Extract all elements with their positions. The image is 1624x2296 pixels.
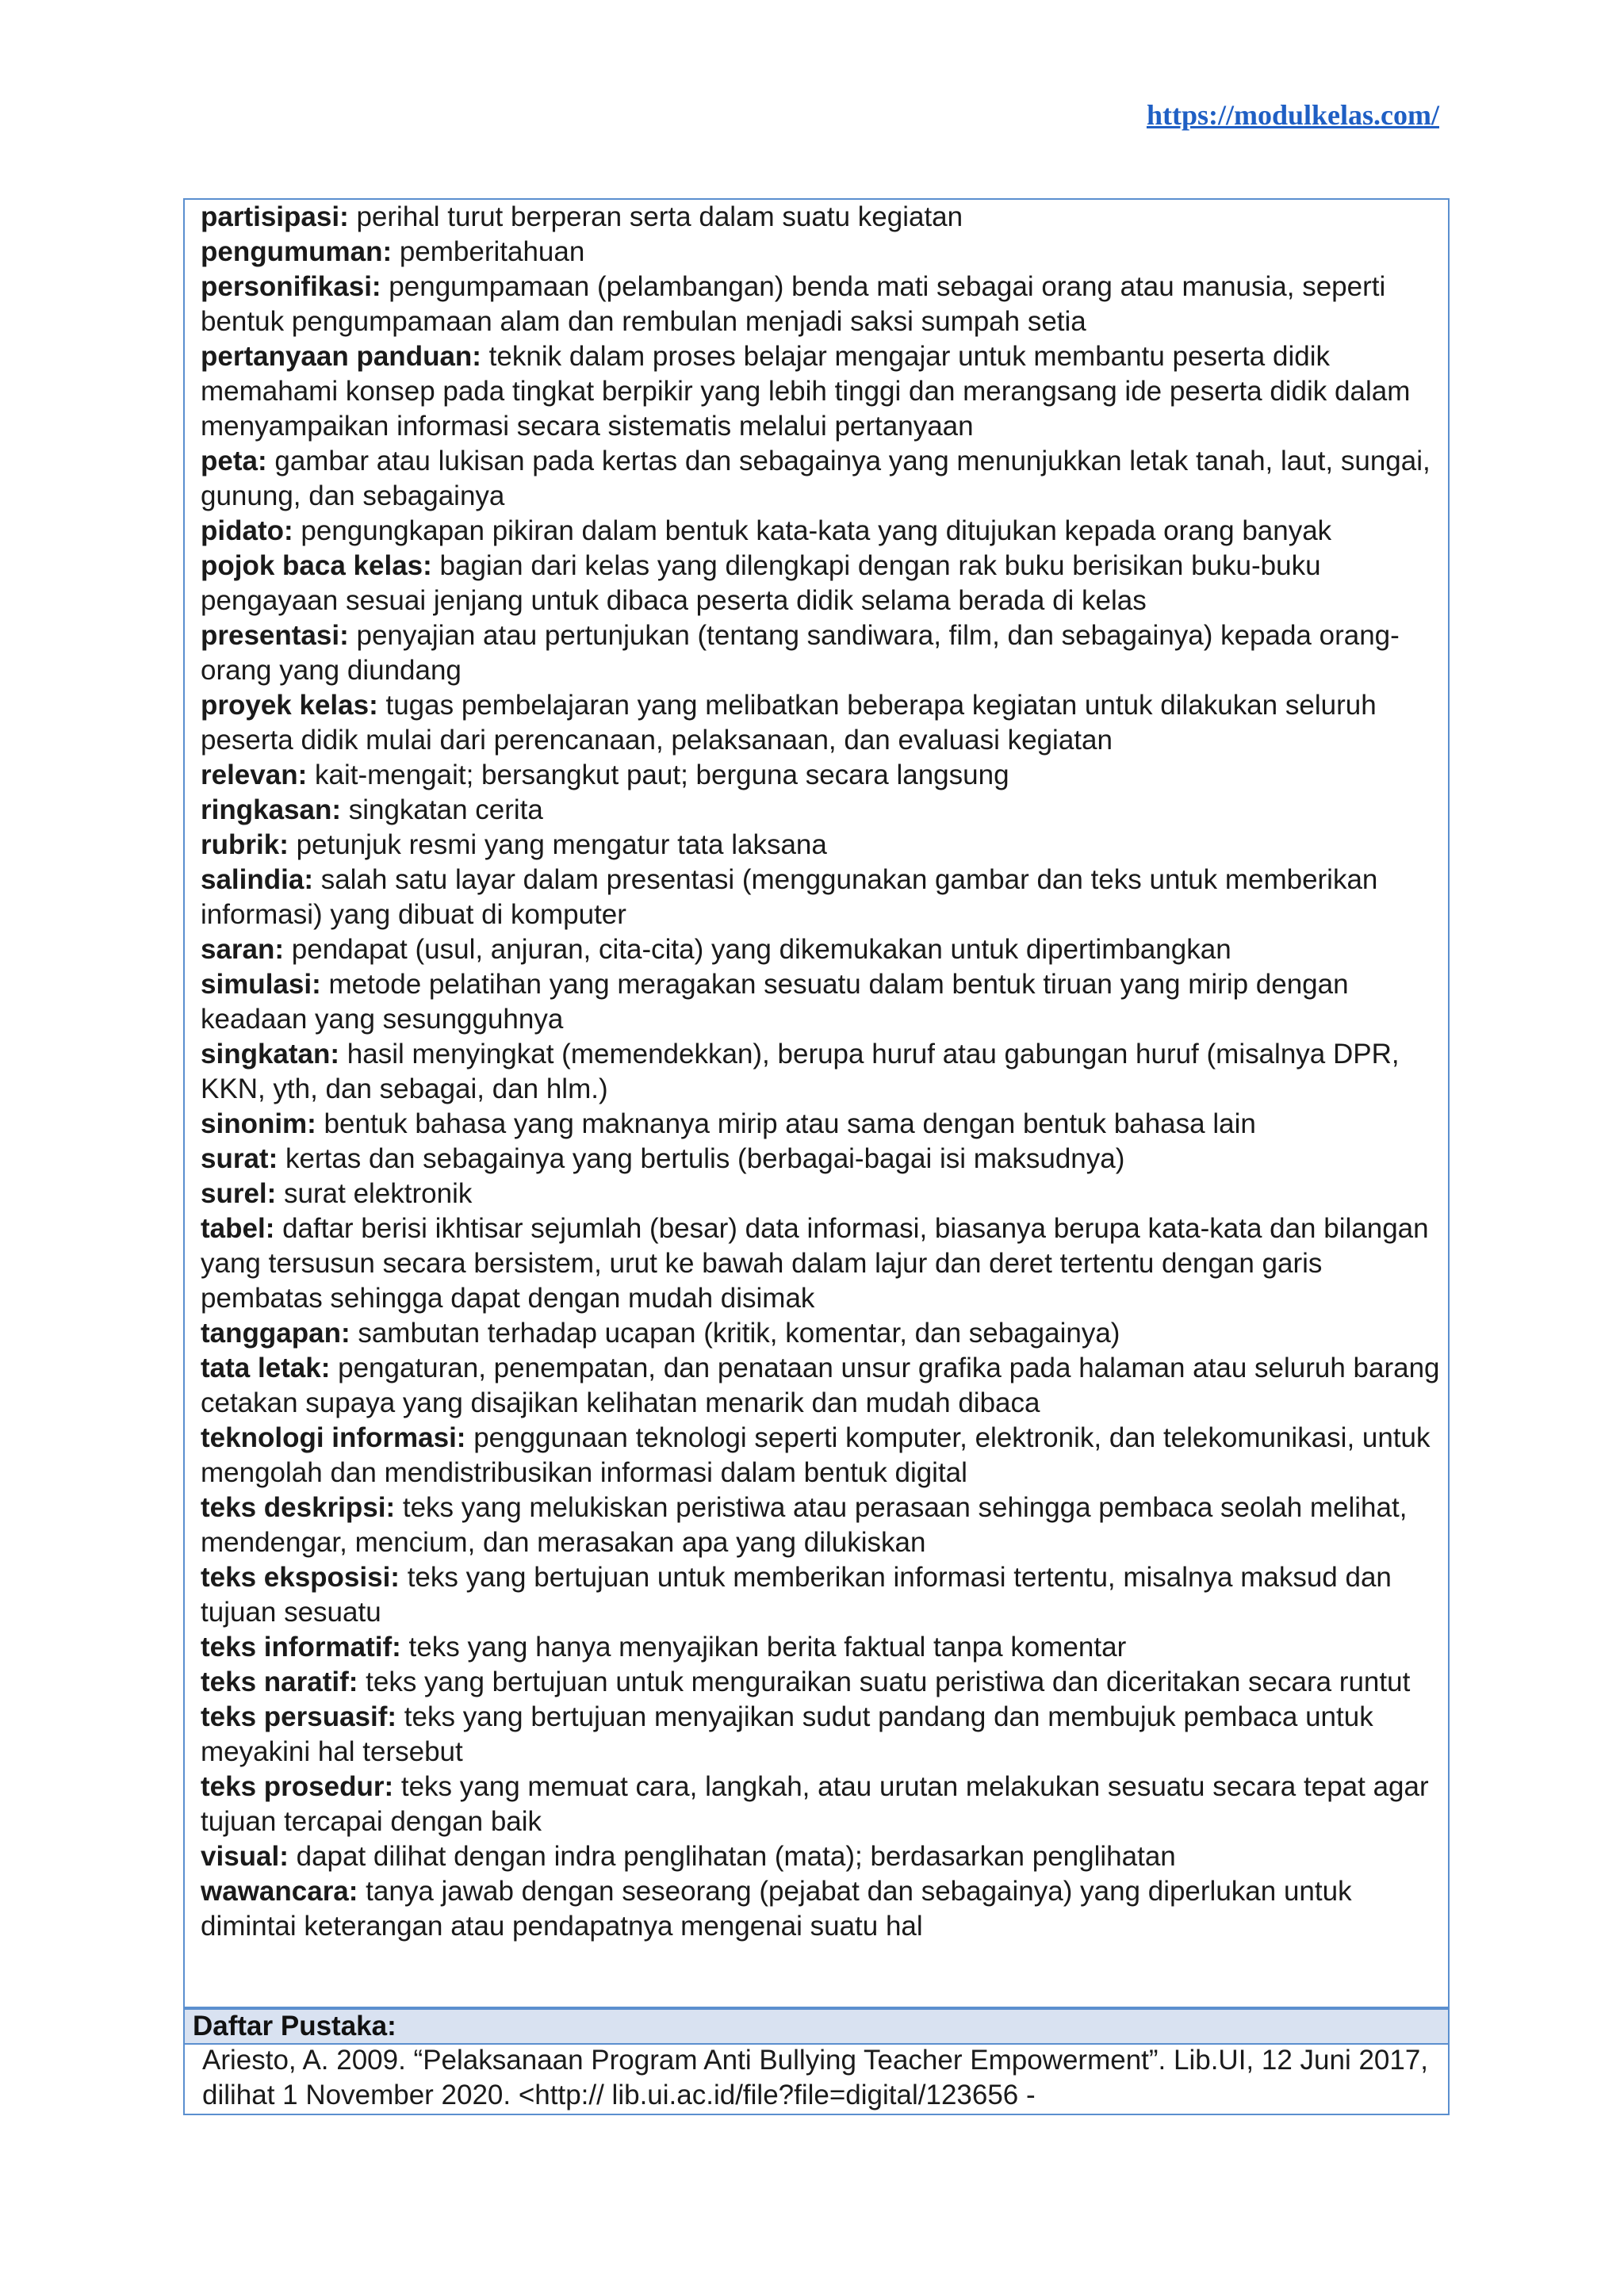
glossary-term: singkatan: — [201, 1039, 340, 1070]
glossary-definition: bentuk bahasa yang maknanya mirip atau sama dengan bentuk bahasa lain — [316, 1108, 1256, 1139]
glossary-entry — [201, 1490, 1442, 1560]
glossary-entry — [201, 339, 1442, 444]
glossary-entry — [201, 200, 1442, 235]
glossary-entry — [201, 1839, 1442, 1874]
glossary-list — [201, 200, 1442, 1944]
glossary-definition: gambar atau lukisan pada kertas dan sebagainya yang menunjukkan letak tanah, laut, sungai, gunung, dan sebagainya — [201, 446, 1431, 511]
glossary-definition: daftar berisi ikhtisar sejumlah (besar) data informasi, biasanya berupa kata-kata dan bilangan yang tersusun secara bersistem, urut ke bawah dalam lajur dan deret tertentu dengan garis pembatas sehingga dapat dengan mudah disimak — [201, 1213, 1429, 1314]
references-box — [183, 2043, 1450, 2115]
glossary-term: rubrik: — [201, 829, 289, 860]
glossary-term: teks deskripsi: — [201, 1492, 396, 1523]
glossary-term: relevan: — [201, 760, 308, 790]
glossary-definition: dapat dilihat dengan indra penglihatan (mata); berdasarkan penglihatan — [288, 1841, 1176, 1872]
glossary-entry — [201, 514, 1442, 549]
glossary-entry — [201, 932, 1442, 967]
glossary-term: teks eksposisi: — [201, 1562, 400, 1593]
glossary-term: proyek kelas: — [201, 690, 378, 721]
glossary-definition: teks yang bertujuan untuk menguraikan suatu peristiwa dan diceritakan secara runtut — [358, 1667, 1411, 1697]
glossary-term: visual: — [201, 1841, 289, 1872]
glossary-term: surat: — [201, 1143, 278, 1174]
glossary-entry — [201, 549, 1442, 618]
glossary-definition: penyajian atau pertunjukan (tentang sandiwara, film, dan sebagainya) kepada orang-orang yang diundang — [201, 620, 1400, 686]
glossary-definition: kertas dan sebagainya yang bertulis (berbagai-bagai isi maksudnya) — [278, 1143, 1125, 1174]
glossary-entry — [201, 1211, 1442, 1316]
glossary-definition: teknik dalam proses belajar mengajar untuk membantu peserta didik memahami konsep pada tingkat berpikir yang lebih tinggi dan merangsang ide peserta didik dalam menyampaikan informasi secara sistematis melalui pertanyaan — [201, 341, 1411, 442]
glossary-definition: salah satu layar dalam presentasi (menggunakan gambar dan teks untuk memberikan informasi) yang dibuat di komputer — [201, 864, 1378, 930]
glossary-definition: kait-mengait; bersangkut paut; berguna secara langsung — [307, 760, 1009, 790]
glossary-entry — [201, 758, 1442, 793]
glossary-entry — [201, 688, 1442, 758]
glossary-entry — [201, 1142, 1442, 1177]
glossary-term: personifikasi: — [201, 271, 381, 302]
glossary-definition: surat elektronik — [276, 1178, 473, 1209]
glossary-term: partisipasi: — [201, 201, 349, 232]
references-heading: Daftar Pustaka: — [183, 2008, 1450, 2045]
glossary-term: teks informatif: — [201, 1632, 401, 1663]
glossary-definition: pengungkapan pikiran dalam bentuk kata-kata yang ditujukan kepada orang banyak — [293, 515, 1332, 546]
glossary-box — [183, 198, 1450, 2008]
glossary-definition: teks yang memuat cara, langkah, atau urutan melakukan sesuatu secara tepat agar tujuan tercapai dengan baik — [201, 1771, 1429, 1837]
glossary-entry — [201, 444, 1442, 514]
glossary-entry — [201, 618, 1442, 688]
glossary-definition: pendapat (usul, anjuran, cita-cita) yang dikemukakan untuk dipertimbangkan — [284, 934, 1231, 965]
glossary-term: pojok baca kelas: — [201, 550, 432, 581]
glossary-term: peta: — [201, 446, 267, 476]
glossary-term: pertanyaan panduan: — [201, 341, 481, 372]
glossary-term: teks persuasif: — [201, 1701, 397, 1732]
glossary-entry — [201, 1560, 1442, 1630]
glossary-entry — [201, 828, 1442, 863]
glossary-definition: teks yang hanya menyajikan berita faktual tanpa komentar — [400, 1632, 1127, 1663]
glossary-term: ringkasan: — [201, 794, 341, 825]
glossary-definition: teks yang bertujuan menyajikan sudut pandang dan membujuk pembaca untuk meyakini hal tersebut — [201, 1701, 1373, 1767]
glossary-entry — [201, 1316, 1442, 1351]
source-link[interactable]: https://modulkelas.com/ — [1146, 99, 1439, 131]
glossary-term: salindia: — [201, 864, 313, 895]
reference-entry: Ariesto, A. 2009. “Pelaksanaan Program Anti Bullying Teacher Empowerment”. Lib.UI, 12 Juni 2017, dilihat 1 November 2020. <http:// lib.ui.ac.id/file?file=digital/123656 - — [202, 2045, 1429, 2110]
glossary-definition: tugas pembelajaran yang melibatkan beberapa kegiatan untuk dilakukan seluruh peserta didik mulai dari perencanaan, pelaksanaan, dan evaluasi kegiatan — [201, 690, 1377, 756]
glossary-definition: metode pelatihan yang meragakan sesuatu dalam bentuk tiruan yang mirip dengan keadaan yang sesungguhnya — [201, 969, 1349, 1035]
glossary-entry — [201, 1177, 1442, 1211]
glossary-entry — [201, 1700, 1442, 1770]
glossary-entry — [201, 1630, 1442, 1665]
glossary-definition: pengumpamaan (pelambangan) benda mati sebagai orang atau manusia, seperti bentuk pengumpamaan alam dan rembulan menjadi saksi sumpah setia — [201, 271, 1386, 337]
glossary-definition: petunjuk resmi yang mengatur tata laksana — [288, 829, 827, 860]
glossary-term: wawancara: — [201, 1876, 358, 1907]
glossary-term: simulasi: — [201, 969, 321, 1000]
glossary-definition: pemberitahuan — [392, 236, 585, 267]
glossary-entry — [201, 863, 1442, 932]
glossary-entry — [201, 1037, 1442, 1107]
glossary-term: teknologi informasi: — [201, 1422, 466, 1453]
glossary-term: saran: — [201, 934, 285, 965]
glossary-entry — [201, 1770, 1442, 1839]
glossary-entry — [201, 235, 1442, 270]
glossary-entry — [201, 1351, 1442, 1421]
glossary-term: teks naratif: — [201, 1667, 358, 1697]
glossary-definition: hasil menyingkat (memendekkan), berupa huruf atau gabungan huruf (misalnya DPR, KKN, yth, dan sebagai, dan hlm.) — [201, 1039, 1400, 1104]
glossary-term: tabel: — [201, 1213, 275, 1244]
glossary-entry — [201, 1874, 1442, 1944]
glossary-definition: tanya jawab dengan seseorang (pejabat dan sebagainya) yang diperlukan untuk dimintai keterangan atau pendapatnya mengenai suatu hal — [201, 1876, 1352, 1942]
glossary-definition: sambutan terhadap ucapan (kritik, komentar, dan sebagainya) — [350, 1318, 1120, 1349]
glossary-term: presentasi: — [201, 620, 349, 651]
glossary-term: teks prosedur: — [201, 1771, 394, 1802]
glossary-term: tanggapan: — [201, 1318, 350, 1349]
glossary-definition: bagian dari kelas yang dilengkapi dengan rak buku berisikan buku-buku pengayaan sesuai jenjang untuk dibaca peserta didik selama berada di kelas — [201, 550, 1321, 616]
glossary-term: pidato: — [201, 515, 293, 546]
glossary-definition: pengaturan, penempatan, dan penataan unsur grafika pada halaman atau seluruh barang cetakan supaya yang disajikan kelihatan menarik dan mudah dibaca — [201, 1353, 1440, 1418]
glossary-entry — [201, 793, 1442, 828]
glossary-term: tata letak: — [201, 1353, 331, 1383]
glossary-term: sinonim: — [201, 1108, 316, 1139]
glossary-term: pengumuman: — [201, 236, 393, 267]
glossary-entry — [201, 1665, 1442, 1700]
glossary-entry — [201, 1421, 1442, 1490]
glossary-term: surel: — [201, 1178, 277, 1209]
glossary-definition: singkatan cerita — [341, 794, 543, 825]
glossary-definition: penggunaan teknologi seperti komputer, elektronik, dan telekomunikasi, untuk mengolah dan mendistribusikan informasi dalam bentuk digital — [201, 1422, 1431, 1488]
glossary-entry — [201, 967, 1442, 1037]
glossary-entry — [201, 270, 1442, 339]
glossary-definition: teks yang bertujuan untuk memberikan informasi tertentu, misalnya maksud dan tujuan sesuatu — [201, 1562, 1392, 1628]
glossary-definition: perihal turut berperan serta dalam suatu kegiatan — [348, 201, 963, 232]
glossary-definition: teks yang melukiskan peristiwa atau perasaan sehingga pembaca seolah melihat, mendengar, mencium, dan merasakan apa yang dilukiskan — [201, 1492, 1408, 1558]
glossary-entry — [201, 1107, 1442, 1142]
